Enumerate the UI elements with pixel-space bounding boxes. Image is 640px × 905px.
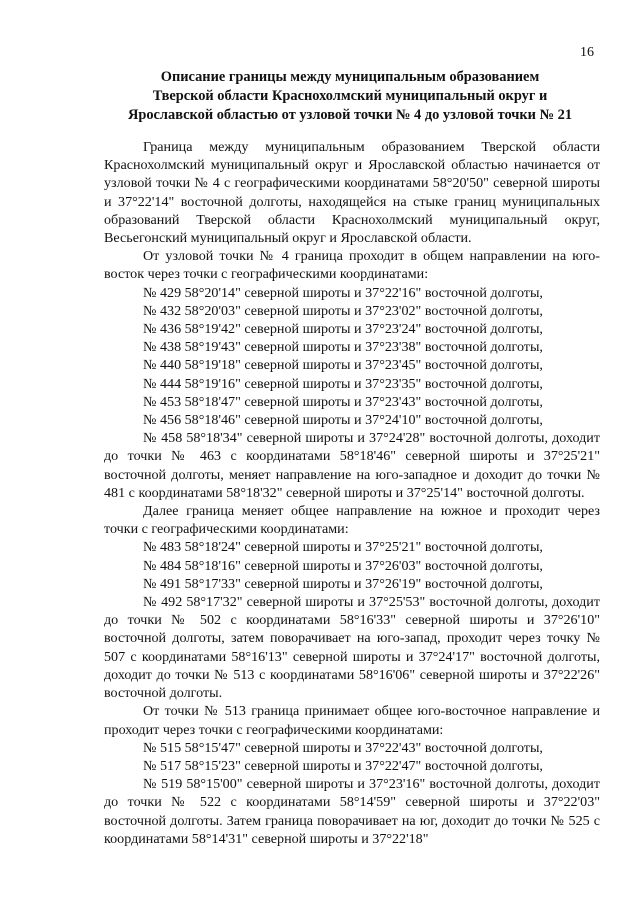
title-line-3: Ярославской областью от узловой точки № 4 до узловой точки № 21 [127,107,573,123]
paragraph-point-519: № 519 58°15'00" северной широты и 37°23'16" восточной долготы, доходит до точки № 522 с координатами 58°14'59" северной широты и 37°22'03" восточной долготы. Затем граница поворачивает на юг, доходит до точки № 525 с координатами 58°14'31" северной широты и 37°22'18" [104,776,600,847]
point-row: № 438 58°19'43" северной широты и 37°23'38" восточной долготы, [143,339,543,356]
point-row: № 484 58°18'16" северной широты и 37°26'03" восточной долготы, [143,557,543,574]
document-body [104,138,600,848]
title-line-2: Тверской области Краснохолмский муниципальный округ и [152,88,548,104]
paragraph-south: Далее граница меняет общее направление на южное и проходит через точки с географическими координатами: [104,503,600,538]
point-row: № 483 58°18'24" северной широты и 37°25'21" восточной долготы, [143,539,543,556]
point-row: № 517 58°15'23" северной широты и 37°22'47" восточной долготы, [143,757,543,774]
point-row: № 440 58°19'18" северной широты и 37°23'45" восточной долготы, [143,357,543,374]
paragraph-point-492: № 492 58°17'32" северной широты и 37°25'53" восточной долготы, доходит до точки № 502 с координатами 58°16'33" северной широты и 37°26'10" восточной долготы, затем поворачивает на юго-запад, проходит через точку № 507 с координатами 58°16'13" северной широты и 37°24'17" восточной долготы, доходит до точки № 513 с координатами 58°16'06" северной широты и 37°22'26" восточной долготы. [104,594,600,702]
point-row: № 429 58°20'14" северной широты и 37°22'16" восточной долготы, [143,284,543,301]
page-number: 16 [580,45,594,60]
document-title [100,68,600,125]
point-row: № 432 58°20'03" северной широты и 37°23'02" восточной долготы, [143,302,543,319]
paragraph-point-458: № 458 58°18'34" северной широты и 37°24'28" восточной долготы, доходит до точки № 463 с координатами 58°18'46" северной широты и 37°25'21" восточной долготы, меняет направление на юго-западное и доходит до точки № 481 с координатами 58°18'32" северной широты и 37°25'14" восточной долготы. [104,430,600,501]
point-row: № 491 58°17'33" северной широты и 37°26'19" восточной долготы, [143,575,543,592]
paragraph-southeast: От узловой точки № 4 граница проходит в общем направлении на юго-восток через точки с географическими координатами: [104,248,600,283]
point-row: № 436 58°19'42" северной широты и 37°23'24" восточной долготы, [143,321,543,338]
point-row: № 456 58°18'46" северной широты и 37°24'10" восточной долготы, [143,412,543,429]
paragraph-intro: Граница между муниципальным образованием Тверской области Краснохолмский муниципальный округ и Ярославской областью начинается от узловой точки № 4 с географическими координатами 58°20'50" северной широты и 37°22'14" восточной долготы, находящейся на стыке границ муниципальных образований Тверской области Краснохолмский муниципальный округ, Весьегонский муниципальный округ и Ярославской области. [104,139,600,247]
point-row: № 453 58°18'47" северной широты и 37°23'43" восточной долготы, [143,393,543,410]
point-row: № 515 58°15'47" северной широты и 37°22'43" восточной долготы, [143,739,543,756]
paragraph-from-513: От точки № 513 граница принимает общее юго-восточное направление и проходит через точки с географическими координатами: [104,703,600,738]
point-row: № 444 58°19'16" северной широты и 37°23'35" восточной долготы, [143,375,543,392]
title-line-1: Описание границы между муниципальным образованием [160,69,540,85]
